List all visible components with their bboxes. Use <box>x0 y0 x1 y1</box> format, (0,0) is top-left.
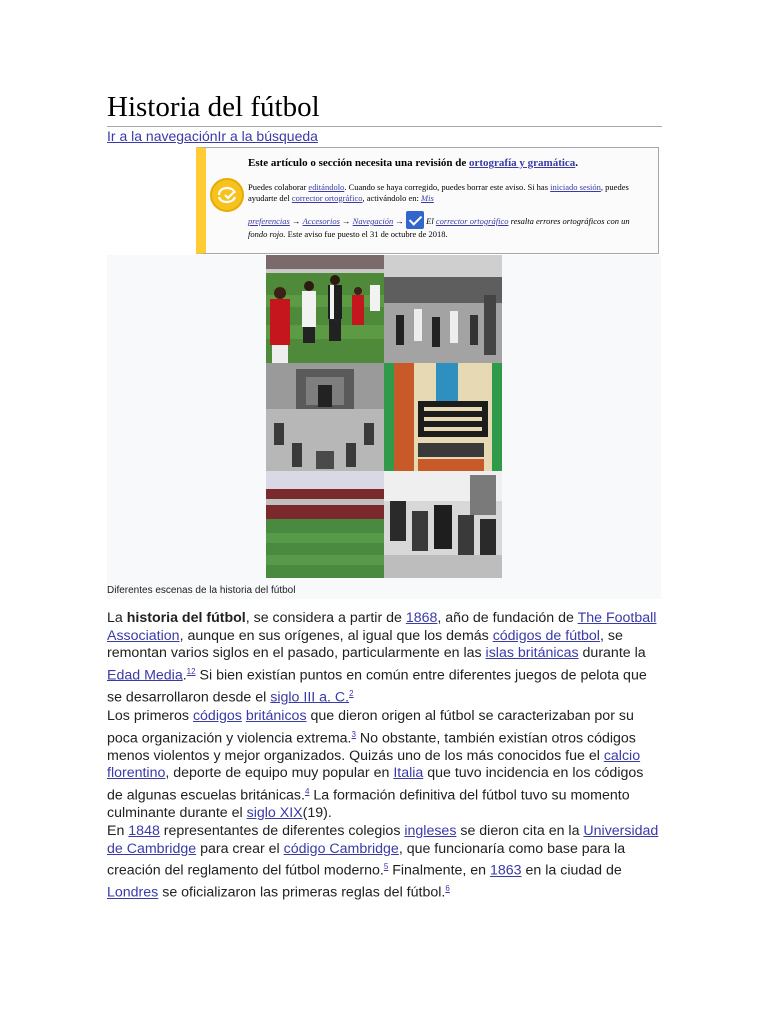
notice-text: . Cuando se haya corregido, puedes borrar este aviso. Si has <box>344 182 551 192</box>
accessories-link[interactable]: Accesorios <box>302 216 340 226</box>
link-calcio-florentino[interactable]: calcio florentino <box>107 747 641 782</box>
citation-3[interactable]: 2 <box>349 688 354 698</box>
text: Si bien existían puntos en común entre diferentes juegos de pelota que se desarrollaron desde el <box>107 667 647 706</box>
text: La formación definitiva del fútbol tuvo su momento culminante durante el <box>107 787 630 821</box>
link-century-iii-bc[interactable]: siglo III a. C. <box>270 689 350 706</box>
paragraph-3 <box>107 823 663 902</box>
text: . <box>182 667 187 684</box>
image-stadium <box>266 471 384 578</box>
text: Finalmente, en <box>388 862 491 879</box>
citation-5[interactable]: 4 <box>304 786 310 796</box>
notice-date-text: Este aviso fue puesto el 31 de octubre de 2018. <box>285 229 448 239</box>
link-football-codes[interactable]: códigos de fútbol <box>492 627 600 644</box>
link-british-isles[interactable]: islas británicas <box>485 645 579 661</box>
link-middle-ages[interactable]: Edad Media <box>107 667 183 684</box>
link-italy[interactable]: Italia <box>393 765 424 782</box>
link-1848[interactable]: 1848 <box>128 823 160 839</box>
text: No obstante, también existían otros códigos menos violentos y mejor organizados. Quizás uno de los más conocidos fue el <box>107 730 636 764</box>
text: en la ciudad de <box>521 862 622 879</box>
edit-link[interactable]: editándolo <box>308 182 345 192</box>
citation-2[interactable]: 2 <box>191 666 196 676</box>
image-modern-match <box>266 255 384 363</box>
notice-line-2 <box>248 211 648 240</box>
link-football-association[interactable]: The Football Association <box>107 610 657 644</box>
spellchecker-link[interactable]: corrector ortográfico <box>291 193 363 203</box>
notice-text: resalta errores ortográficos con un fondo rojo. <box>248 216 630 239</box>
image-world-cup-poster <box>384 363 502 471</box>
notice-text: El <box>424 216 436 226</box>
text: , se remontan varios siglos en el pasado, particularmente en las <box>107 627 623 661</box>
figure-caption: Diferentes escenas de la historia del fútbol <box>107 585 296 596</box>
text: (19). <box>302 804 332 821</box>
citation-6[interactable]: 5 <box>383 862 389 871</box>
notice-heading-text: Este artículo o sección necesita una revisión de <box>248 157 469 169</box>
notice-text: , activándolo en: <box>362 193 422 203</box>
notice-body <box>248 182 648 247</box>
link-english[interactable]: ingleses <box>404 823 457 839</box>
text: La <box>107 610 127 626</box>
link-london[interactable]: Londres <box>107 884 159 901</box>
image-historic-court <box>266 363 384 471</box>
image-early-game-illustration <box>384 471 502 578</box>
image-mosaic[interactable] <box>266 255 502 578</box>
preferences-link[interactable]: preferencias <box>248 216 290 226</box>
image-vintage-match <box>384 255 502 363</box>
link-cambridge-university[interactable]: Universidad de Cambridge <box>107 823 659 857</box>
thumbnail-figure <box>107 255 661 599</box>
link-codes[interactable]: códigos <box>192 708 242 724</box>
paragraph-1 <box>107 610 663 707</box>
text: se dieron cita en la <box>456 823 584 839</box>
login-link[interactable]: iniciado sesión <box>550 182 601 192</box>
link-century-xix[interactable]: siglo XIX <box>246 804 303 821</box>
jump-search-link[interactable]: Ir a la búsqueda <box>217 128 318 144</box>
notice-heading <box>248 157 578 169</box>
jump-navigation-link[interactable]: Ir a la navegación <box>107 128 218 144</box>
text: se oficializaron las primeras reglas del fútbol. <box>158 884 446 901</box>
spell-check-icon <box>210 178 244 212</box>
text: para crear el <box>196 840 284 857</box>
text: , año de fundación de <box>437 610 578 626</box>
text: durante la <box>578 645 646 661</box>
arrow-text: → <box>289 216 303 226</box>
text: , deporte de equipo muy popular en <box>165 765 394 782</box>
checkbox-icon <box>406 211 424 229</box>
link-cambridge-code[interactable]: código Cambridge <box>283 840 399 857</box>
text: En <box>107 823 129 839</box>
arrow-text: → <box>339 216 353 226</box>
text: Los primeros <box>107 708 193 724</box>
notice-heading-link[interactable]: ortografía y gramática <box>469 157 576 169</box>
arrow-text: → <box>393 216 407 226</box>
paragraph-2 <box>107 708 663 822</box>
citation-4[interactable]: 3 <box>351 729 356 739</box>
bold-term: historia del fútbol <box>126 610 246 626</box>
text: , aunque en sus orígenes, al igual que los demás <box>179 627 493 644</box>
text: representantes de diferentes colegios <box>159 823 405 839</box>
notice-line-1 <box>248 182 648 204</box>
notice-heading-suffix: . <box>575 157 579 169</box>
spellchecker-link-2[interactable]: corrector ortográfico <box>435 216 509 226</box>
text: , se considera a partir de <box>245 610 406 626</box>
link-1868[interactable]: 1868 <box>405 610 438 626</box>
page-title: Historia del fútbol <box>107 90 662 127</box>
text: que dieron origen al fútbol se caracterizaban por su poca organización y violencia extrema. <box>107 708 634 747</box>
link-british[interactable]: británicos <box>245 708 307 724</box>
text: que tuvo incidencia en los códigos de algunas escuelas británicas. <box>107 765 644 804</box>
maintenance-notice <box>196 147 659 254</box>
citation-7[interactable]: 6 <box>445 884 450 894</box>
text: , que funcionaría como base para la creación del reglamento del fútbol moderno. <box>107 840 626 879</box>
jump-links <box>107 128 318 144</box>
notice-text: Puedes colaborar <box>248 182 309 192</box>
my-preferences-link[interactable]: Mis <box>421 193 434 203</box>
navigation-link[interactable]: Navegación <box>352 216 394 226</box>
citation-1[interactable]: 1 <box>186 666 192 676</box>
link-1863[interactable]: 1863 <box>490 862 522 879</box>
notice-text: , puedes ayudarte del <box>248 182 629 203</box>
